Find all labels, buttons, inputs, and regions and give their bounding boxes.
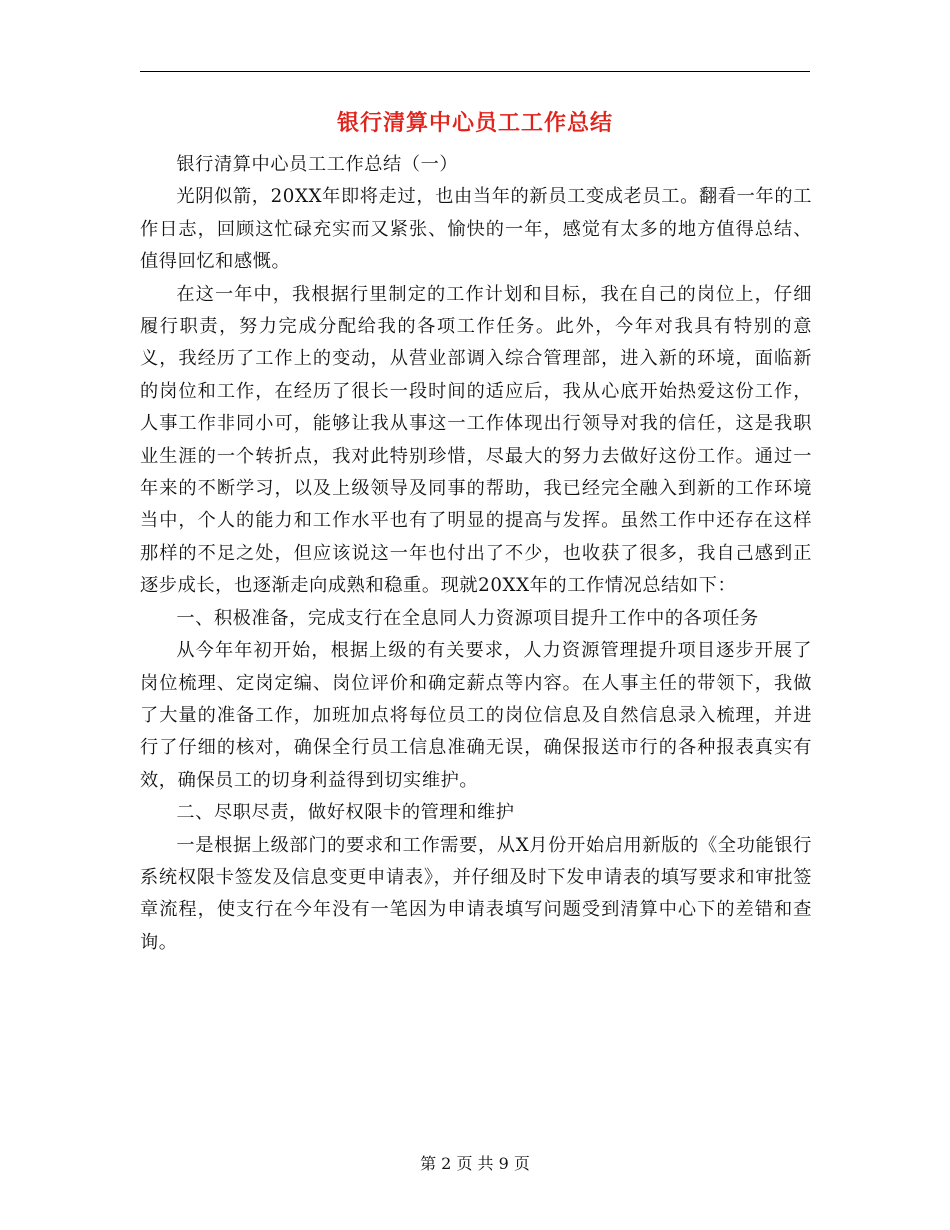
document-body — [140, 149, 812, 959]
body-paragraph: 光阴似箭，20XX年即将走过，也由当年的新员工变成老员工。翻看一年的工作日志，回顾这忙碌充实而又紧张、愉快的一年，感觉有太多的地方值得总结、值得回忆和感慨。 — [140, 186, 812, 273]
body-paragraph: 一是根据上级部门的要求和工作需要，从X月份开始启用新版的《全功能银行系统权限卡签发及信息变更申请表》，并仔细及时下发申请表的填写要求和审批签章流程，使支行在今年没有一笔因为申请表填写问题受到清算中心下的差错和查询。 — [140, 834, 812, 953]
body-paragraph: 在这一年中，我根据行里制定的工作计划和目标，我在自己的岗位上，仔细履行职责，努力完成分配给我的各项工作任务。此外，今年对我具有特别的意义，我经历了工作上的变动，从营业部调入综合管理部，进入新的环境，面临新的岗位和工作，在经历了很长一段时间的适应后，我从心底开始热爱这份工作，人事工作非同小可，能够让我从事这一工作体现出行领导对我的信任，这是我职业生涯的一个转折点，我对此特别珍惜，尽最大的努力去做好这份工作。通过一年来的不断学习，以及上级领导及同事的帮助，我已经完全融入到新的工作环境当中，个人的能力和工作水平也有了明显的提高与发挥。虽然工作中还存在这样那样的不足之处，但应该说这一年也付出了不少，也收获了很多，我自己感到正逐步成长，也逐渐走向成熟和稳重。现就20XX年的工作情况总结如下： — [140, 283, 812, 597]
section-heading: 一、积极准备，完成支行在全息同人力资源项目提升工作中的各项任务 — [176, 607, 759, 629]
subtitle-paragraph: 银行清算中心员工工作总结（一） — [176, 154, 459, 175]
page-number-footer: 第 2 页 共 9 页 — [420, 1154, 530, 1173]
body-paragraph: 从今年年初开始，根据上级的有关要求，人力资源管理提升项目逐步开展了岗位梳理、定岗定编、岗位评价和确定薪点等内容。在人事主任的带领下，我做了大量的准备工作，加班加点将每位员工的岗位信息及自然信息录入梳理，并进行了仔细的核对，确保全行员工信息准确无误，确保报送市行的各种报表真实有效，确保员工的切身利益得到切实维护。 — [140, 640, 812, 791]
section-heading: 二、尽职尽责，做好权限卡的管理和维护 — [176, 802, 515, 824]
document-title: 银行清算中心员工工作总结 — [336, 111, 613, 136]
header-rule — [140, 71, 810, 72]
